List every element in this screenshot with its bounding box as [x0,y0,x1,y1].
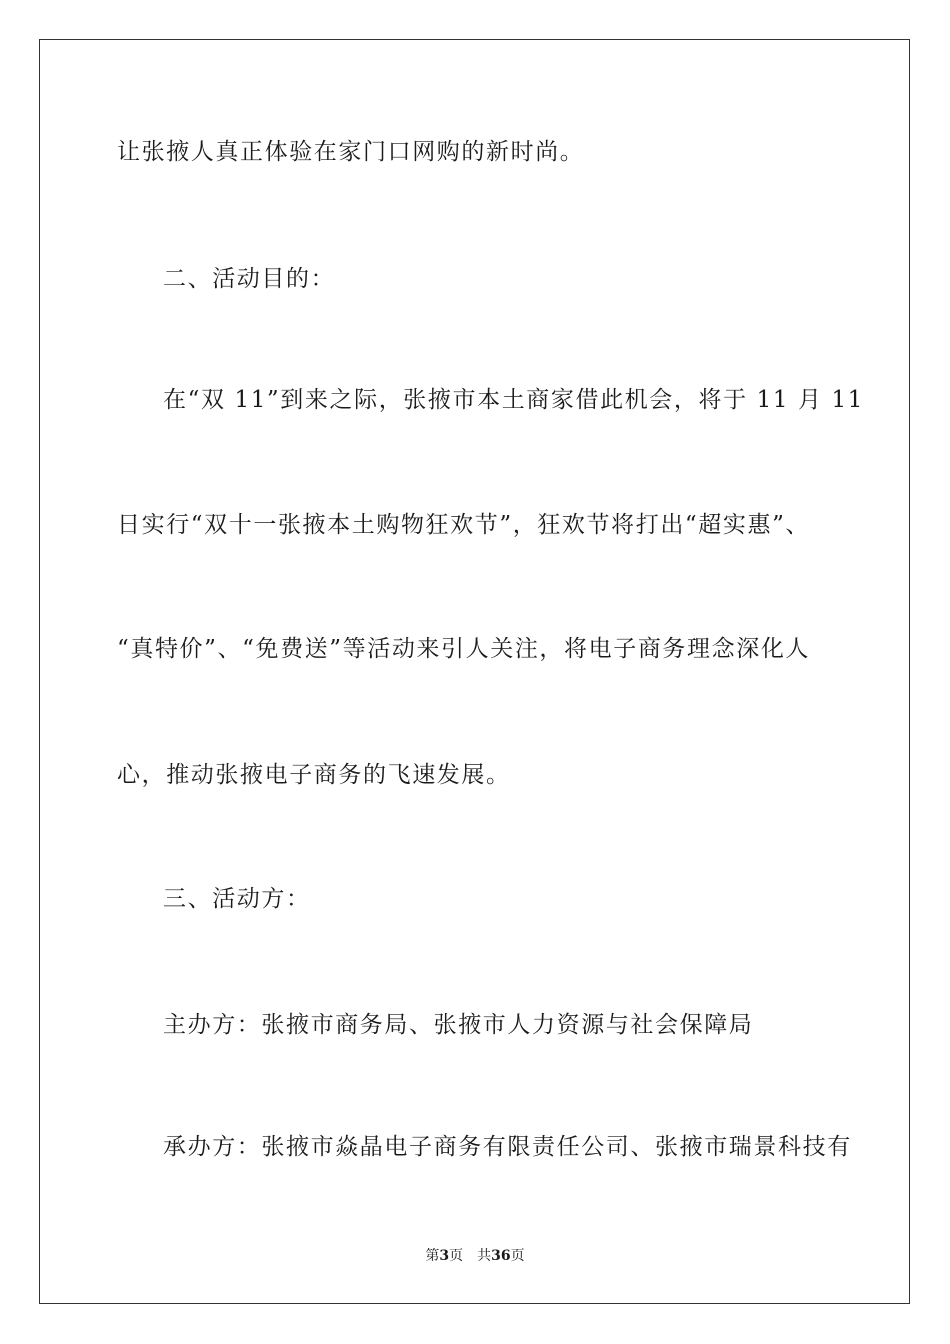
section-heading-purpose: 二、活动目的： [163,266,336,292]
paragraph-line-4: “真特价”、“免费送”等活动来引人关注，将电子商务理念深化人 [117,636,811,662]
paragraph-line-5: 心，推动张掖电子商务的飞速发展。 [117,762,511,788]
footer-page-number: 3 [439,1248,450,1264]
co-organizer-line: 承办方：张掖市焱晶电子商务有限责任公司、张掖市瑞景科技有 [163,1134,852,1160]
footer-total-suffix: 页 [510,1248,525,1264]
page-border [39,39,910,1304]
footer-total-prefix: 共 [477,1248,492,1264]
footer-page-prefix: 第 [425,1248,440,1264]
paragraph-line-2: 在“双 11”到来之际，张掖市本土商家借此机会，将于 11 月 11 [163,387,864,413]
paragraph-line-3: 日实行“双十一张掖本土购物狂欢节”，狂欢节将打出“超实惠”、 [117,512,811,538]
organizer-line: 主办方：张掖市商务局、张掖市人力资源与社会保障局 [163,1012,754,1038]
footer-total-pages: 36 [491,1248,511,1264]
footer-page-suffix: 页 [449,1248,464,1264]
paragraph-line-1: 让张掖人真正体验在家门口网购的新时尚。 [117,139,585,165]
section-heading-parties: 三、活动方： [163,886,311,912]
page-footer [0,1246,950,1266]
